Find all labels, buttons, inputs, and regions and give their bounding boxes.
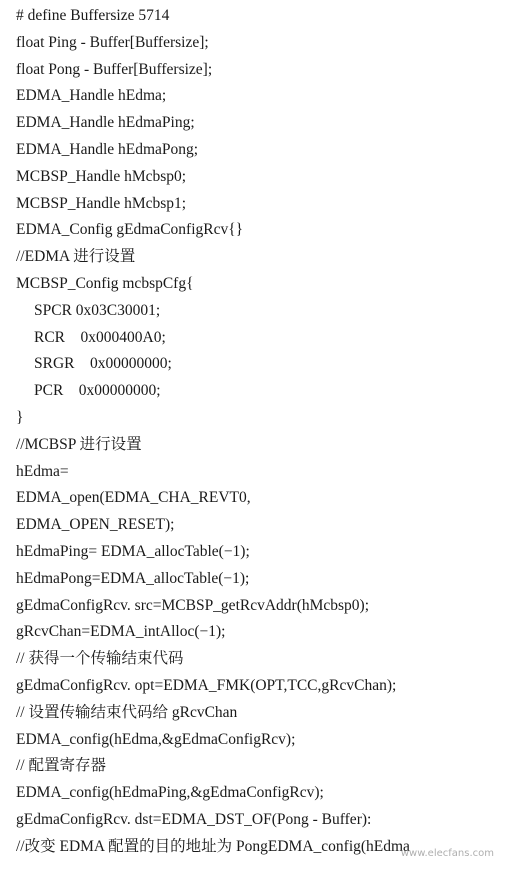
code-line: SPCR 0x03C30001; <box>34 301 161 319</box>
code-line: } <box>16 408 24 426</box>
code-line: float Pong - Buffer[Buffersize]; <box>16 60 213 78</box>
code-line: MCBSP_Handle hMcbsp0; <box>16 167 187 185</box>
code-line: gEdmaConfigRcv. dst=EDMA_DST_OF(Pong - Buffer): <box>16 810 372 828</box>
code-line: hEdmaPong=EDMA_allocTable(−1); <box>16 569 250 587</box>
code-line: MCBSP_Config mcbspCfg{ <box>16 274 194 292</box>
code-line: MCBSP_Handle hMcbsp1; <box>16 194 187 212</box>
code-line: hEdmaPing= EDMA_allocTable(−1); <box>16 542 250 560</box>
code-line: gEdmaConfigRcv. opt=EDMA_FMK(OPT,TCC,gRcvChan); <box>16 676 397 694</box>
code-line: EDMA_Handle hEdma; <box>16 87 167 105</box>
code-line: hEdma= <box>16 462 69 480</box>
code-line: EDMA_OPEN_RESET); <box>16 516 175 534</box>
code-line: SRGR 0x00000000; <box>34 355 172 373</box>
code-line: gEdmaConfigRcv. src=MCBSP_getRcvAddr(hMcbsp0); <box>16 596 370 614</box>
code-comment: // 设置传输结束代码给 gRcvChan <box>16 703 238 721</box>
code-line: EDMA_open(EDMA_CHA_REVT0, <box>16 489 251 507</box>
code-line: gRcvChan=EDMA_intAlloc(−1); <box>16 623 226 641</box>
code-comment: //EDMA 进行设置 <box>16 248 136 266</box>
code-line: RCR 0x000400A0; <box>34 328 166 346</box>
code-listing <box>16 3 502 861</box>
code-line: EDMA_Handle hEdmaPong; <box>16 140 199 158</box>
code-line: PCR 0x00000000; <box>34 382 161 400</box>
code-line: EDMA_config(hEdma,&gEdmaConfigRcv); <box>16 730 296 748</box>
code-line: float Ping - Buffer[Buffersize]; <box>16 33 209 51</box>
code-comment: //改变 EDMA 配置的目的地址为 PongEDMA_config(hEdma <box>16 837 410 855</box>
watermark: www.elecfans.com <box>400 848 494 859</box>
code-line: EDMA_config(hEdmaPing,&gEdmaConfigRcv); <box>16 784 324 802</box>
code-comment: // 配置寄存器 <box>16 757 106 775</box>
code-line: EDMA_Handle hEdmaPing; <box>16 114 195 132</box>
code-comment: //MCBSP 进行设置 <box>16 435 142 453</box>
code-comment: // 获得一个传输结束代码 <box>16 650 184 668</box>
code-line: # define Buffersize 5714 <box>16 7 170 24</box>
code-line: EDMA_Config gEdmaConfigRcv{} <box>16 221 244 239</box>
